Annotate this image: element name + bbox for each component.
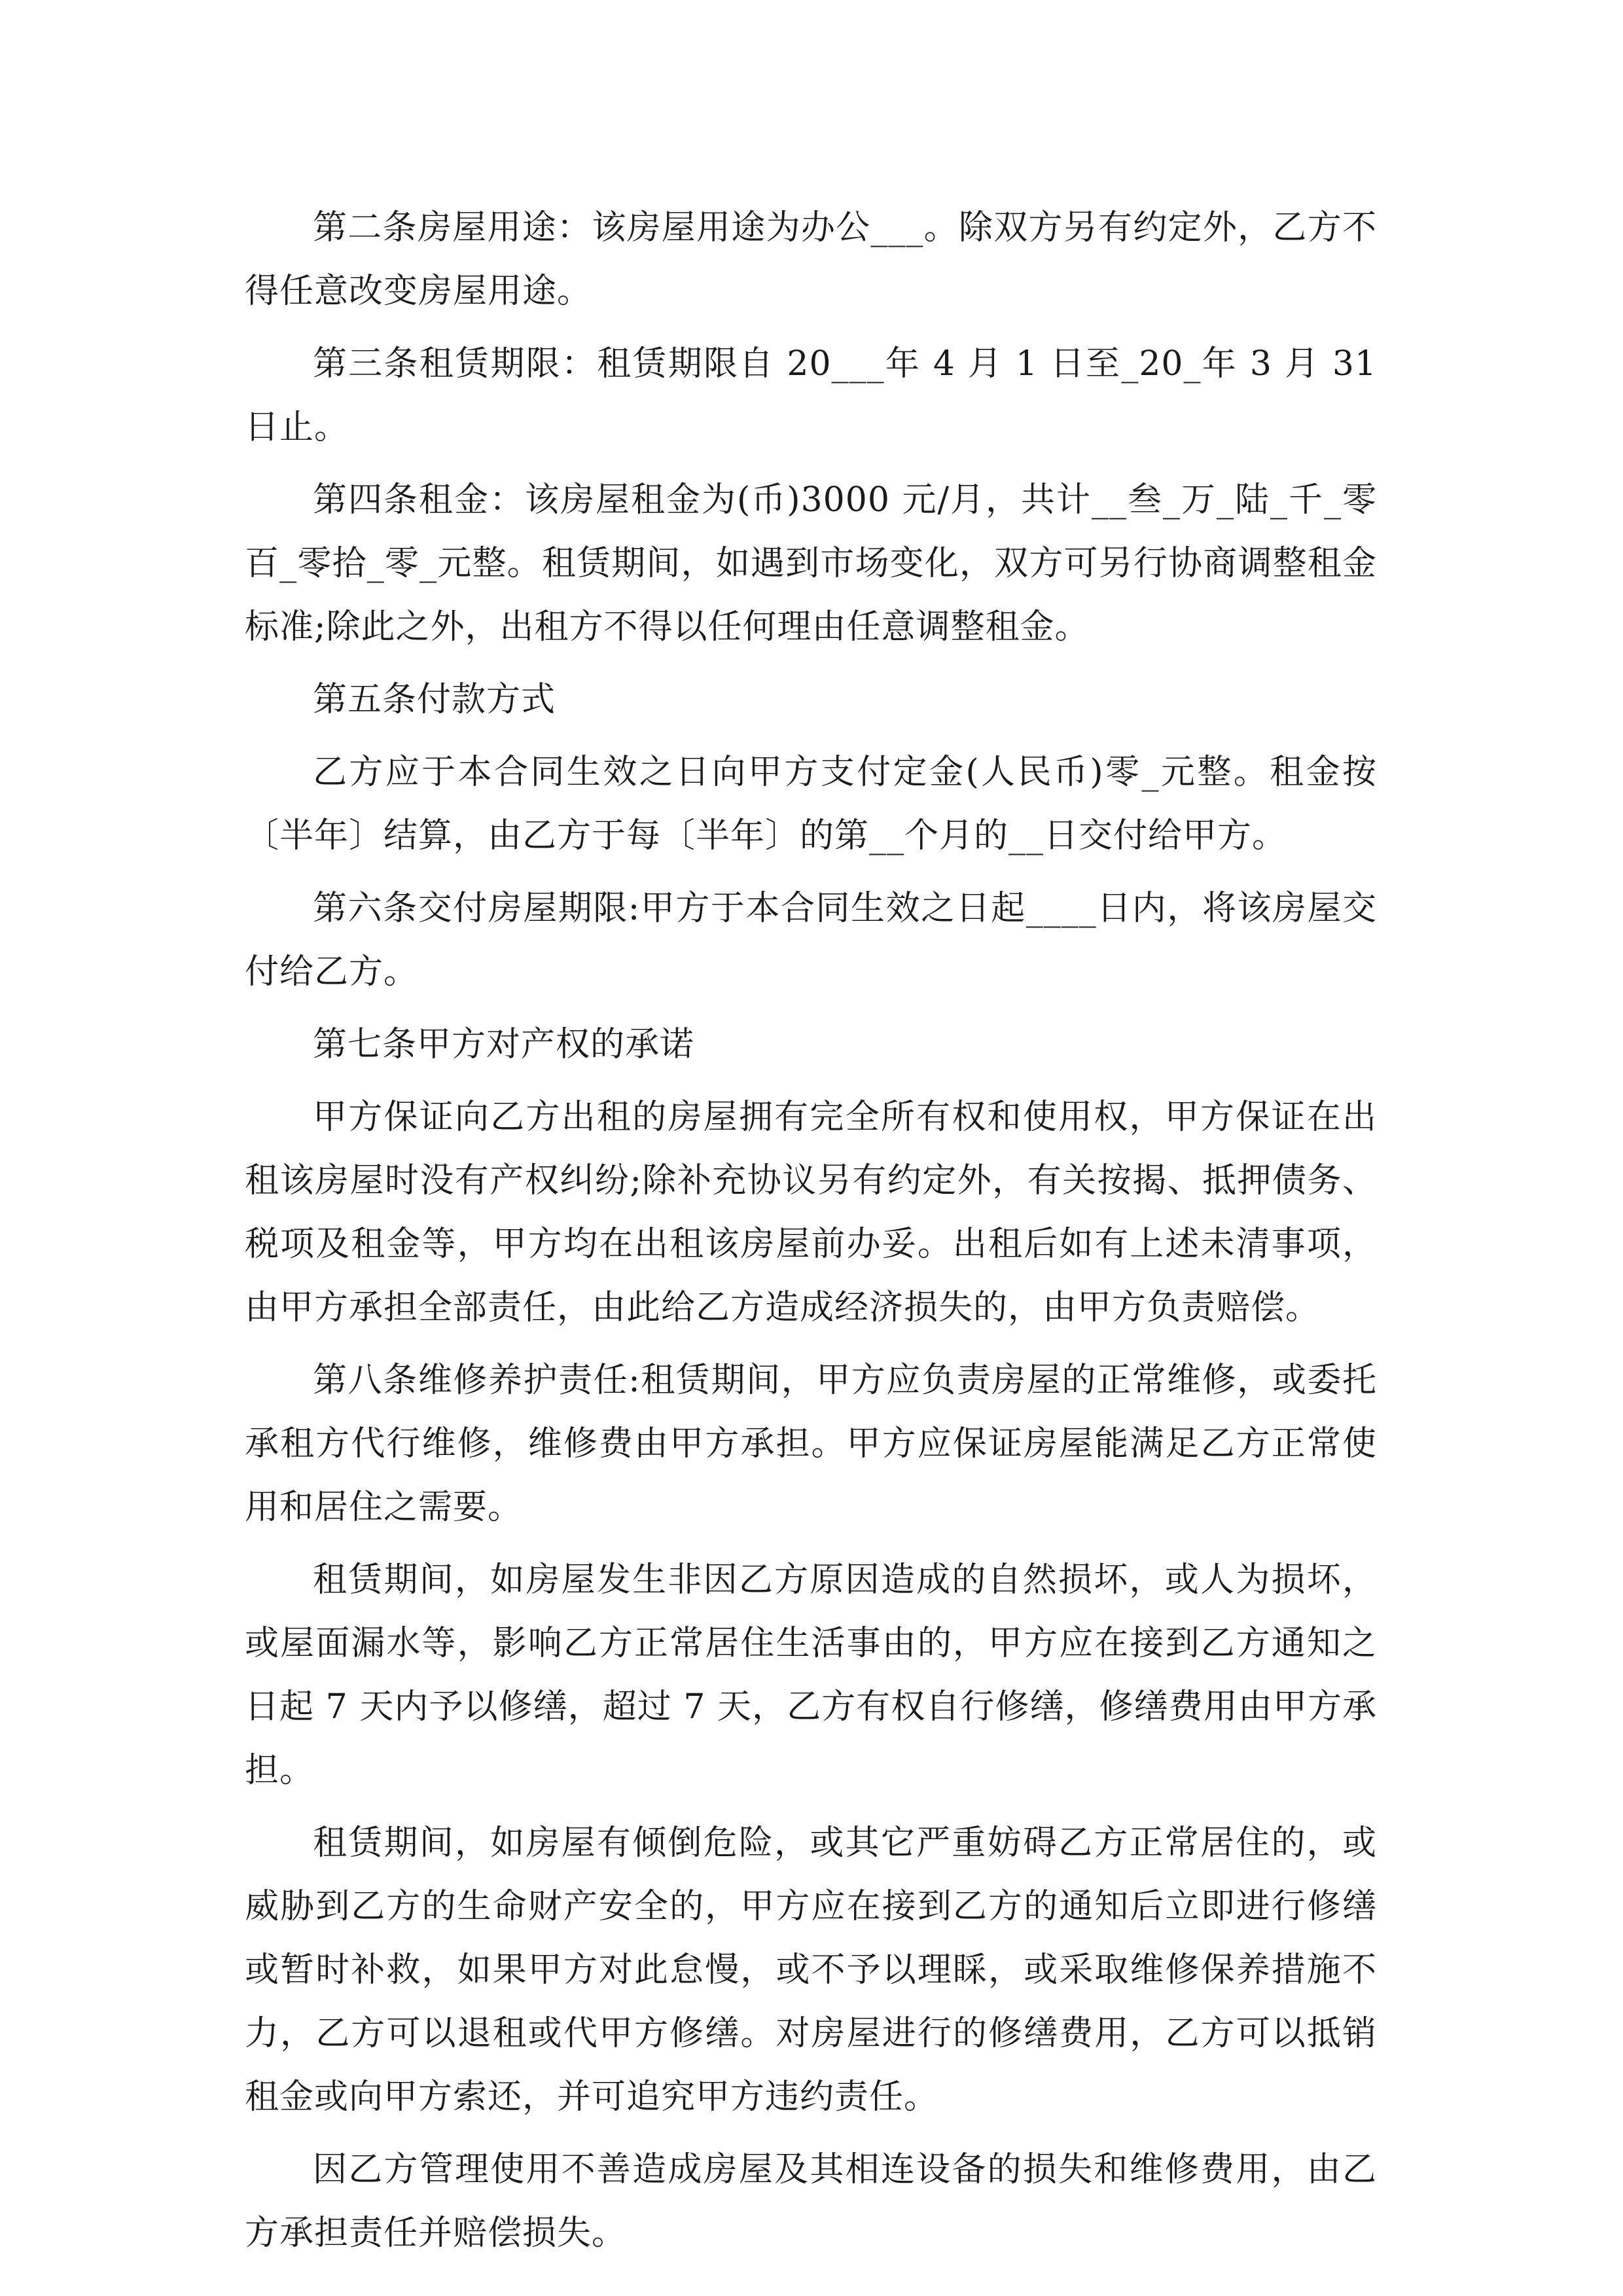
contract-body (245, 196, 1389, 2274)
clause-4-rent: 第四条租金：该房屋租金为(币)3000 元/月，共计__叁_万_陆_千_零百_零拾_零_元整。租赁期间，如遇到市场变化，双方可另行协商调整租金标准;除此之外，出租方不得以任何理由任意调整租金。 (245, 480, 1377, 647)
clause-8-maintenance: 第八条维修养护责任:租赁期间，甲方应负责房屋的正常维修，或委托承租方代行维修，维修费由甲方承担。甲方应保证房屋能满足乙方正常使用和居住之需要。 (245, 1361, 1377, 1527)
clause-2-usage: 第二条房屋用途：该房屋用途为办公___。除双方另有约定外，乙方不得任意改变房屋用途。 (245, 208, 1377, 311)
clause-6-delivery: 第六条交付房屋期限:甲方于本合同生效之日起____日内，将该房屋交付给乙方。 (245, 889, 1377, 992)
clause-8-repair-natural-damage: 租赁期间，如房屋发生非因乙方原因造成的自然损坏，或人为损坏，或屋面漏水等，影响乙方正常居住生活事由的，甲方应在接到乙方通知之日起 7 天内予以修缮，超过 7 天，乙方有权自行修缮，修缮费用由甲方承担。 (245, 1560, 1377, 1790)
clause-8-tenant-liability: 因乙方管理使用不善造成房屋及其相连设备的损失和维修费用，由乙方承担责任并赔偿损失。 (245, 2150, 1377, 2253)
clause-5-payment: 乙方应于本合同生效之日向甲方支付定金(人民币)零_元整。租金按〔半年〕结算，由乙方于每〔半年〕的第__个月的__日交付给甲方。 (245, 753, 1377, 855)
clause-8-repair-danger: 租赁期间，如房屋有倾倒危险，或其它严重妨碍乙方正常居住的，或威胁到乙方的生命财产安全的，甲方应在接到乙方的通知后立即进行修缮或暂时补救，如果甲方对此怠慢，或不予以理睬，或采取维修保养措施不力，乙方可以退租或代甲方修缮。对房屋进行的修缮费用，乙方可以抵销租金或向甲方索还，并可追究甲方违约责任。 (245, 1823, 1377, 2117)
clause-7-ownership: 甲方保证向乙方出租的房屋拥有完全所有权和使用权，甲方保证在出租该房屋时没有产权纠纷;除补充协议另有约定外，有关按揭、抵押债务、税项及租金等，甲方均在出租该房屋前办妥。出租后如有上述未清事项，由甲方承担全部责任，由此给乙方造成经济损失的，由甲方负责赔偿。 (245, 1098, 1377, 1327)
clause-7-heading: 第七条甲方对产权的承诺 (313, 1025, 695, 1064)
clause-3-term: 第三条租赁期限：租赁期限自 20___年 4 月 1 日至_20_年 3 月 31 日止。 (245, 344, 1389, 447)
clause-5-heading: 第五条付款方式 (313, 680, 556, 719)
